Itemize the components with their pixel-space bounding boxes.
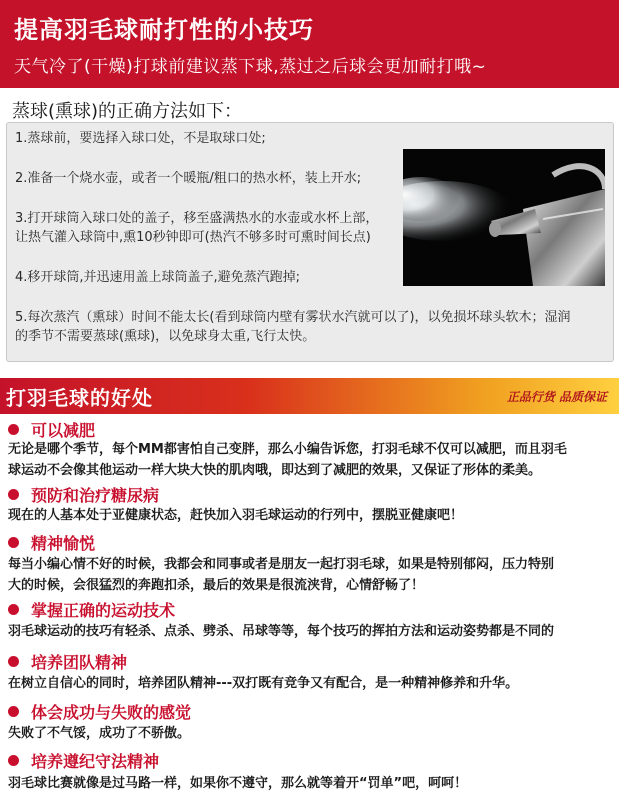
step-1: 1.蒸球前，要选择入球口处，不是取球口处;: [15, 131, 266, 146]
benefit-text-3: 每当小编心情不好的时候，我都会和同事或者是朋友一起打羽毛球，如果是特别郁闷，压力特别 大的时候，会很猛烈的奔跑扣杀，最后的效果是很流浃背，心情舒畅了！: [8, 557, 555, 593]
step-3: 3.打开球筒入球口处的盖子，移至盛满热水的水壶或水杯上部， 让热气灌入球筒中,熏10秒钟即可(热汽不够多时可熏时间长点): [15, 211, 379, 245]
bullet-dot-icon: [8, 755, 19, 766]
steps-panel: [6, 122, 614, 362]
step-5: 5.每次蒸汽（熏球）时间不能太长(看到球筒内壁有雾状水汽就可以了)，以免损坏球头软木；湿润 的季节不需要蒸球(熏球)，以免球身太重,飞行太快。: [15, 310, 571, 344]
step-4: 4.移开球筒,并迅速用盖上球筒盖子,避免蒸汽跑掉;: [15, 270, 301, 285]
benefits-section-bar: [0, 378, 619, 414]
benefit-heading-5: 培养团队精神: [8, 650, 127, 673]
benefits-section-title: 打羽毛球的好处: [6, 386, 153, 410]
kettle-illustration: [403, 149, 605, 286]
benefit-text-1: 无论是哪个季节，每个MM都害怕自己变胖，那么小编告诉您，打羽毛球不仅可以减肥，而且羽毛 球运动不会像其他运动一样大块大快的肌肉哦，即达到了减肥的效果，又保证了形体的柔美。: [8, 442, 567, 478]
page-subtitle: 天气冷了(干燥)打球前建议蒸下球,蒸过之后球会更加耐打哦~: [14, 57, 487, 77]
benefit-heading-4: 掌握正确的运动技术: [8, 598, 175, 621]
title-banner: [0, 0, 619, 88]
benefit-text-7: 羽毛球比赛就像是过马路一样，如果你不遵守，那么就等着开“罚单”吧，呵呵！: [8, 776, 468, 791]
quality-slogan: 正品行货 品质保证: [506, 390, 607, 404]
bullet-dot-icon: [8, 656, 19, 667]
benefit-heading-2: 预防和治疗糖尿病: [8, 483, 159, 506]
benefit-text-4: 羽毛球运动的技巧有轻杀、点杀、劈杀、吊球等等，每个技巧的挥拍方法和运动姿势都是不同的: [8, 624, 555, 639]
benefit-text-6: 失败了不气馁，成功了不骄傲。: [8, 726, 191, 741]
method-heading: 蒸球(熏球)的正确方法如下：: [12, 101, 243, 122]
benefit-heading-7: 培养遵纪守法精神: [8, 749, 159, 772]
steaming-kettle-photo: [403, 149, 605, 286]
bullet-dot-icon: [8, 424, 19, 435]
benefit-heading-6: 体会成功与失败的感觉: [8, 700, 191, 723]
bullet-dot-icon: [8, 706, 19, 717]
step-2: 2.准备一个烧水壶，或者一个暖瓶/粗口的热水杯，装上开水;: [15, 171, 362, 186]
bullet-dot-icon: [8, 537, 19, 548]
benefit-heading-1: 可以减肥: [8, 418, 95, 441]
bullet-dot-icon: [8, 604, 19, 615]
benefit-text-5: 在树立自信心的同时，培养团队精神---双打既有竞争又有配合，是一种精神修养和升华。: [8, 676, 519, 691]
benefit-text-2: 现在的人基本处于亚健康状态，赶快加入羽毛球运动的行列中，摆脱亚健康吧！: [8, 508, 464, 523]
benefit-heading-3: 精神愉悦: [8, 531, 95, 554]
bullet-dot-icon: [8, 489, 19, 500]
page-title: 提高羽毛球耐打性的小技巧: [14, 16, 314, 44]
